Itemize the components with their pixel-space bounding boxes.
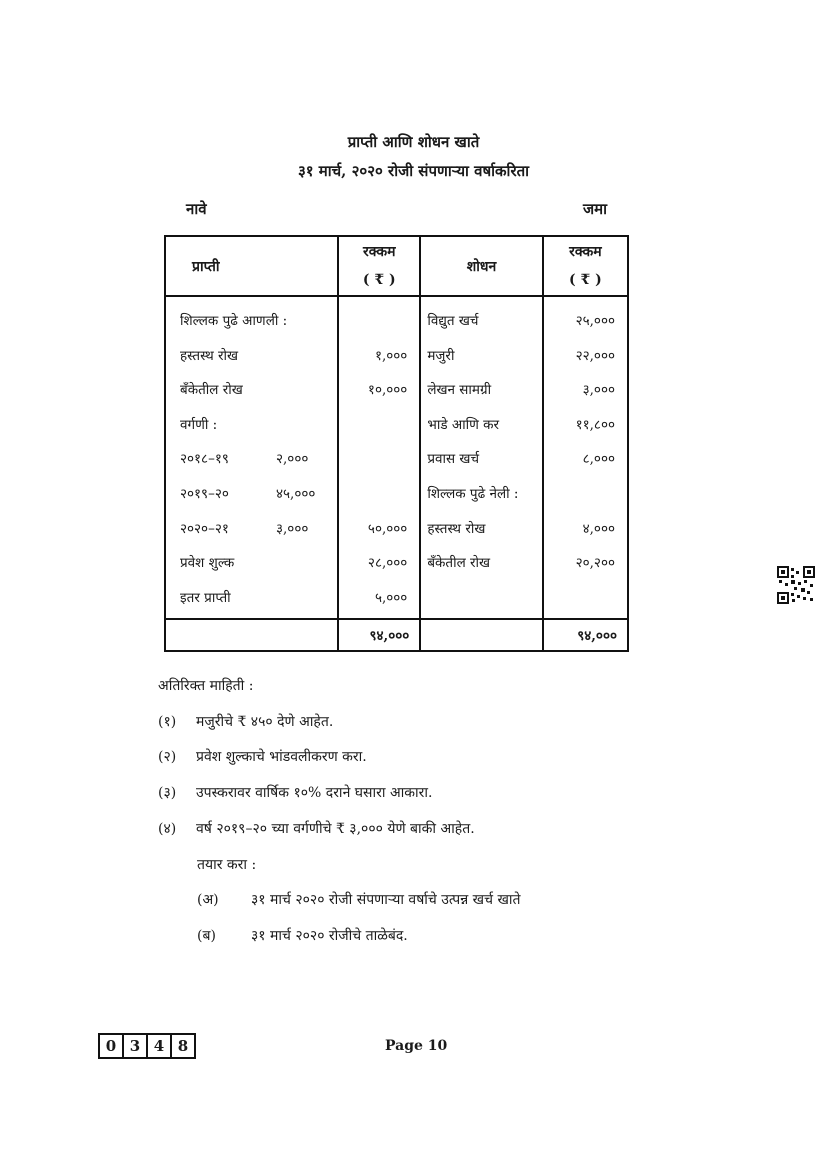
payment-amount: २२,००० [575,347,615,364]
payment-amount: ८,००० [582,451,615,468]
subscription-amount: २,००० [276,451,309,468]
item-number: (ब) [197,928,216,944]
payment-label: प्रवास खर्च [427,451,480,468]
payments-amount-column [543,296,628,619]
payments-header: शोधन [420,236,542,296]
item-number: (अ) [197,892,219,908]
receipt-amount: १०,००० [367,382,408,399]
receipt-label [166,480,337,515]
subscription-year: २०१९–२० [180,485,229,502]
subscription-amount: ४५,००० [276,485,316,502]
item-text: ३१ मार्च २०२० रोजीचे ताळेबंद. [251,928,408,944]
receipt-label: बँकेतील रोख [180,382,243,399]
receipt-amount: ५०,००० [367,520,408,537]
amount-label: रक्कम [569,244,602,260]
info-item [158,819,475,838]
payment-label: लेखन सामग्री [427,382,492,399]
payments-column [420,296,542,619]
subscription-year: २०२०–२१ [180,520,229,537]
payment-label: मजुरी [427,347,455,364]
payment-label: हस्तस्थ रोख [427,520,486,537]
item-text: उपस्करावर वार्षिक १०% दराने घसारा आकारा. [196,785,433,801]
item-text: ३१ मार्च २०२० रोजी संपणाऱ्या वर्षाचे उत्पन्न खर्च खाते [251,892,521,908]
qr-code-icon [777,566,815,604]
account-subtitle: ३१ मार्च, २०२० रोजी संपणाऱ्या वर्षाकरिता [297,162,530,180]
receipt-label: इतर प्राप्ती [180,589,231,606]
receipts-payments-table [164,235,629,652]
credit-side-label: जमा [583,200,607,218]
payment-amount: ३,००० [582,382,615,399]
receipt-label: शिल्लक पुढे आणली : [180,313,288,329]
prepare-heading: तयार करा : [197,857,257,873]
info-item [158,712,333,731]
receipts-column [165,296,338,619]
receipt-label [166,515,337,550]
item-text: वर्ष २०१९–२० च्या वर्गणीचे ₹ ३,००० येणे बाकी आहेत. [196,821,475,837]
prepare-item [197,890,521,909]
debit-side-label: नावे [186,200,207,218]
receipt-amount [339,411,419,446]
payment-amount: २०,२०० [575,555,615,572]
item-number: (१) [158,714,177,730]
info-item [158,747,367,766]
question-code-box [98,1033,196,1059]
receipt-amount: ५,००० [374,589,408,606]
payment-label: शिल्लक पुढे नेली : [427,485,519,502]
receipt-amount: २८,००० [367,555,408,572]
payment-amount: २५,००० [575,313,615,329]
additional-info-heading: अतिरिक्त माहिती : [158,678,254,694]
payment-label: भाडे आणि कर [427,416,500,433]
receipt-label [166,445,337,480]
item-text: मजुरीचे ₹ ४५० देणे आहेत. [196,714,334,730]
amount-label: रक्कम [363,244,396,260]
total-payments: ९४,००० [543,619,628,651]
prepare-item [197,926,408,945]
subscription-year: २०१८–१९ [180,451,229,468]
code-digit: 4 [148,1035,172,1057]
currency-label: ( ₹ ) [362,272,396,288]
receipt-amount [339,307,419,342]
info-item [158,783,432,802]
receipt-amount [339,445,419,480]
payments-amount-header [543,236,628,296]
item-number: (२) [158,749,177,765]
receipt-amount [339,480,419,515]
payment-amount [544,480,627,515]
subscription-amount: ३,००० [276,520,309,537]
code-digit: 8 [177,1037,189,1055]
receipt-label: वर्गणी : [180,416,218,433]
currency-label: ( ₹ ) [568,272,602,288]
code-digit: 0 [100,1035,124,1057]
payment-amount: ४,००० [582,520,615,537]
item-text: प्रवेश शुल्काचे भांडवलीकरण करा. [196,749,367,765]
receipts-amount-column [338,296,420,619]
payment-amount: ११,८०० [575,416,615,433]
code-digit: 3 [124,1035,148,1057]
payment-label: बँकेतील रोख [427,555,491,572]
page-number: Page 10 [385,1038,448,1054]
account-title: प्राप्ती आणि शोधन खाते [347,133,480,151]
receipt-label: प्रवेश शुल्क [180,555,235,572]
receipt-label: हस्तस्थ रोख [180,347,239,364]
total-blank [165,619,338,651]
payment-label: विद्युत खर्च [427,313,479,329]
item-number: (४) [158,821,177,837]
receipts-header: प्राप्ती [165,236,338,296]
receipt-amount: १,००० [374,347,408,364]
total-blank [420,619,542,651]
total-receipts: ९४,००० [338,619,420,651]
item-number: (३) [158,785,177,801]
receipts-amount-header [338,236,420,296]
